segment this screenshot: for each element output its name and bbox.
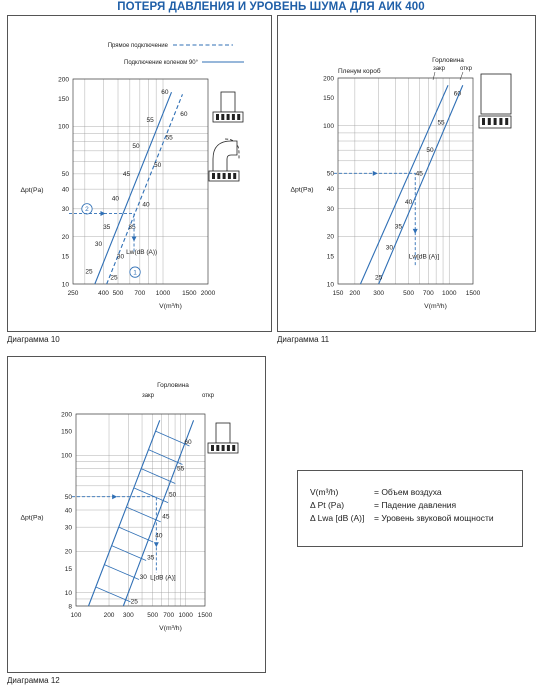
noise-level-label: 55 [146,116,154,124]
noise-level-label: 25 [130,598,138,606]
page-title: ПОТЕРЯ ДАВЛЕНИЯ И УРОВЕНЬ ШУМА ДЛЯ АИК 400 [117,1,425,13]
y-tick-label: 15 [326,253,334,261]
noise-rung [134,488,168,503]
annotation-label: 1 [133,269,137,277]
y-tick-label: 40 [326,185,334,193]
diffuser-slot [232,445,235,451]
diffuser-slot [233,173,236,179]
noise-level-label: 60 [180,110,188,118]
noise-level-label: 55 [177,465,185,473]
noise-rung [126,507,160,522]
x-axis-label: V(m³/h) [424,303,447,310]
legend-label-solid: Подключение коленом 90° [124,60,198,66]
noise-rung [96,587,131,602]
x-tick-label: 1000 [441,290,457,297]
legend-symbol: V(m³/h) [310,487,339,497]
noise-rung [148,450,182,465]
legend-meaning: = Падение давления [374,500,457,510]
y-tick-label: 15 [61,253,69,261]
y-axis-label: Δpt(Pa) [20,186,44,194]
y-tick-label: 100 [61,452,72,460]
noise-level-label: 50 [153,161,162,169]
y-tick-label: 40 [61,186,69,194]
closed-label: закр [432,66,446,72]
y-tick-label: 200 [323,75,334,83]
throat-label: Горловина [432,57,464,64]
diffuser-slot [222,445,225,451]
y-tick-label: 10 [326,281,334,289]
x-tick-label: 700 [134,290,146,297]
y-tick-label: 150 [58,95,69,103]
example-path-dashed [72,497,156,573]
diffuser-slot [228,173,231,179]
noise-rung [112,546,146,561]
legend-row-volume [310,487,442,497]
diffuser-slot [223,173,226,179]
noise-rung [119,527,153,542]
noise-level-label: 50 [132,143,140,151]
diagram-10-svg [8,16,271,331]
y-tick-label: 100 [323,122,334,130]
diffuser-slot [237,114,240,120]
y-tick-label: 10 [64,589,72,597]
y-tick-label: 20 [64,548,72,556]
y-tick-label: 40 [64,507,72,515]
legend-row-pressure [310,500,456,510]
arrow-right-icon [100,211,105,216]
x-tick-label: 200 [103,612,115,619]
x-tick-label: 2000 [200,290,216,297]
x-tick-label: 500 [112,290,124,297]
noise-level-label: 25 [85,268,93,276]
open-label: откр [202,393,214,399]
noise-level-label: 45 [415,170,423,178]
x-tick-label: 1000 [178,612,193,619]
arrow-down-icon [413,229,418,234]
noise-level-label: 40 [111,195,119,203]
noise-level-label: 30 [116,253,125,261]
y-tick-label: 200 [61,411,72,419]
y-tick-label: 20 [326,233,334,241]
x-tick-label: 250 [67,290,79,297]
noise-level-label: 60 [453,90,462,98]
noise-rung [104,565,139,580]
closed-label: закр [141,393,155,399]
noise-level-label: 30 [385,244,393,252]
diffuser-slot [221,114,224,120]
y-tick-label: 10 [61,281,69,289]
diffuser-slot [211,445,214,451]
throat-label: Горловина [157,382,189,389]
diffuser-slot [488,118,491,125]
elbow-connection-icon [209,139,239,181]
legend-meaning: = Уровень звуковой мощности [374,513,494,523]
y-tick-label: 100 [58,123,69,131]
legend-label-dashed: Прямое подключение [107,43,168,49]
y-tick-label: 8 [68,603,72,611]
diagram-12-frame [7,356,266,673]
annotation-label: Lw(dB (A)) [126,249,158,257]
diffuser-slot [232,114,235,120]
y-tick-label: 50 [64,493,72,501]
diffuser-slot [217,173,220,179]
legend-meaning: = Объем воздуха [374,487,442,497]
x-axis-label: V(m³/h) [159,303,182,310]
throat-diffuser-icon [208,423,238,453]
diffuser-slot [212,173,215,179]
x-tick-label: 700 [422,290,434,297]
y-tick-label: 30 [64,524,72,532]
x-tick-label: 150 [332,290,344,297]
noise-level-label: 50 [426,147,434,155]
noise-level-label: 35 [147,554,155,562]
y-tick-label: 30 [61,206,69,214]
x-tick-label: 100 [70,612,82,619]
diagram-11-caption: Диаграмма 11 [277,335,330,344]
noise-level-label: 25 [110,274,118,282]
diagram-11-svg [278,16,535,331]
y-tick-label: 150 [323,95,334,103]
x-tick-label: 1500 [197,612,213,619]
legend-symbol: Δ Lwa [dB (A)] [310,513,365,523]
diagram-10-frame [7,15,272,332]
noise-level-label: 35 [103,224,111,232]
open-label: откр [460,66,472,72]
noise-level-label: 25 [375,274,383,282]
duct-shape [216,423,230,443]
x-tick-label: 400 [98,290,109,297]
x-tick-label: 500 [403,290,415,297]
noise-level-label: 30 [139,574,147,582]
noise-level-label: 35 [394,223,402,231]
diffuser-slot [499,118,502,125]
y-tick-label: 30 [326,205,334,213]
annotation-label: 2 [85,206,89,214]
noise-level-label: 30 [94,240,103,248]
x-tick-label: 1500 [182,290,197,297]
noise-level-label: 60 [161,89,169,97]
open-leader-line [460,72,463,80]
straight-connection-icon [213,92,243,122]
noise-level-label: 40 [142,201,150,209]
noise-level-label: 40 [155,532,163,540]
arrow-right-icon [373,171,378,176]
x-tick-label: 300 [122,612,134,619]
x-tick-label: 200 [349,290,361,297]
x-tick-label: 1000 [155,290,171,297]
x-tick-label: 500 [147,612,159,619]
noise-level-label: 55 [165,134,173,142]
diffuser-slot [227,114,230,120]
diffuser-slot [216,445,219,451]
x-tick-label: 700 [163,612,175,619]
noise-level-label: 50 [168,491,177,499]
closed-leader-line [433,72,435,80]
diagram-11-frame [277,15,536,332]
diagram-12-svg [8,357,265,672]
x-tick-label: 1500 [465,290,481,297]
annotation-label: Lw[dB (A)] [408,253,440,261]
legend-symbol: Δ Pt (Pa) [310,500,345,510]
y-tick-label: 200 [58,76,69,84]
y-axis-label: Δpt(Pa) [290,186,314,194]
diffuser-slot [494,118,497,125]
x-axis-label: V(m³/h) [159,625,182,632]
y-axis-label: Δpt(Pa) [20,514,44,522]
y-tick-label: 15 [64,565,72,573]
legend-row-sound [310,513,494,523]
plenum-box-label: Пленум короб [338,68,381,75]
y-tick-label: 150 [61,428,72,436]
plenum-box-body [481,74,511,114]
diffuser-slot [482,118,485,125]
annotation-label: L[dB (A)] [150,574,176,582]
diagram-10-caption: Диаграмма 10 [7,335,60,344]
noise-rung [141,469,175,484]
diffuser-slot [227,445,230,451]
arrow-right-icon [112,494,117,499]
y-tick-label: 50 [61,171,69,179]
diffuser-slot [216,114,219,120]
noise-level-label: 45 [122,170,131,178]
noise-level-label: 35 [128,224,136,232]
noise-level-label: 45 [162,513,170,521]
noise-level-label: 55 [437,119,445,127]
duct-shape [221,92,235,112]
diffuser-slot [505,118,508,125]
arrow-down-icon [132,237,137,242]
y-tick-label: 20 [61,233,69,241]
noise-level-label: 40 [404,198,413,206]
diagram-12-caption: Диаграмма 12 [7,676,60,685]
noise-level-label: 60 [184,439,192,447]
y-tick-label: 50 [326,170,334,178]
arrow-down-icon [154,542,159,547]
x-tick-label: 300 [373,290,385,297]
series-line-закр [88,420,159,606]
elbow-duct-shape [213,141,237,173]
symbol-legend-box [297,470,523,547]
plenum-box-icon [479,74,511,128]
